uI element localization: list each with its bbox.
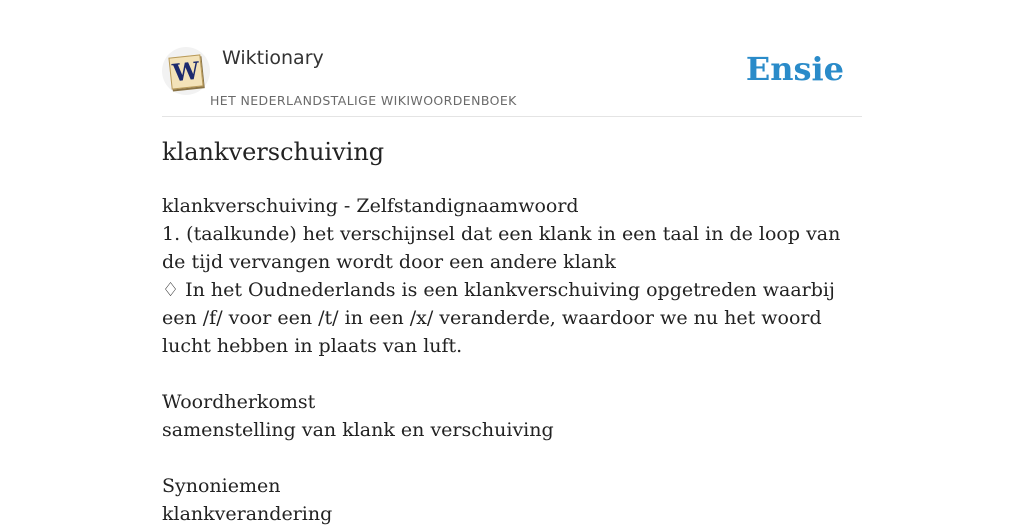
- example-text: ♢ In het Oudnederlands is een klankverschuiving opgetreden waarbij een /f/ voor een /t/ in een /x/ veranderde, waardoor we nu het woord lucht hebben in plaats van luft.: [162, 279, 835, 357]
- definition-text: 1. (taalkunde) het verschijnsel dat een klank in een taal in de loop van de tijd vervangen wordt door een andere klank: [162, 223, 841, 273]
- entry-heading-line: klankverschuiving - Zelfstandignaamwoord: [162, 195, 579, 217]
- page-title: klankverschuiving: [162, 138, 385, 166]
- etymology-text: samenstelling van klank en verschuiving: [162, 419, 554, 441]
- synonyms-heading: Synoniemen: [162, 475, 281, 497]
- logo-letter: W: [168, 54, 203, 89]
- site-header: [162, 44, 862, 117]
- entry-content: [162, 192, 862, 528]
- site-tagline: HET NEDERLANDSTALIGE WIKIWOORDENBOEK: [210, 93, 517, 108]
- etymology-heading: Woordherkomst: [162, 391, 316, 413]
- wiktionary-logo-icon[interactable]: [162, 47, 210, 95]
- spacer: [162, 444, 862, 472]
- ensie-brand-logo[interactable]: Ensie: [745, 50, 844, 88]
- site-name[interactable]: Wiktionary: [222, 47, 324, 69]
- synonym-item: klankverandering: [162, 503, 333, 525]
- spacer: [162, 360, 862, 388]
